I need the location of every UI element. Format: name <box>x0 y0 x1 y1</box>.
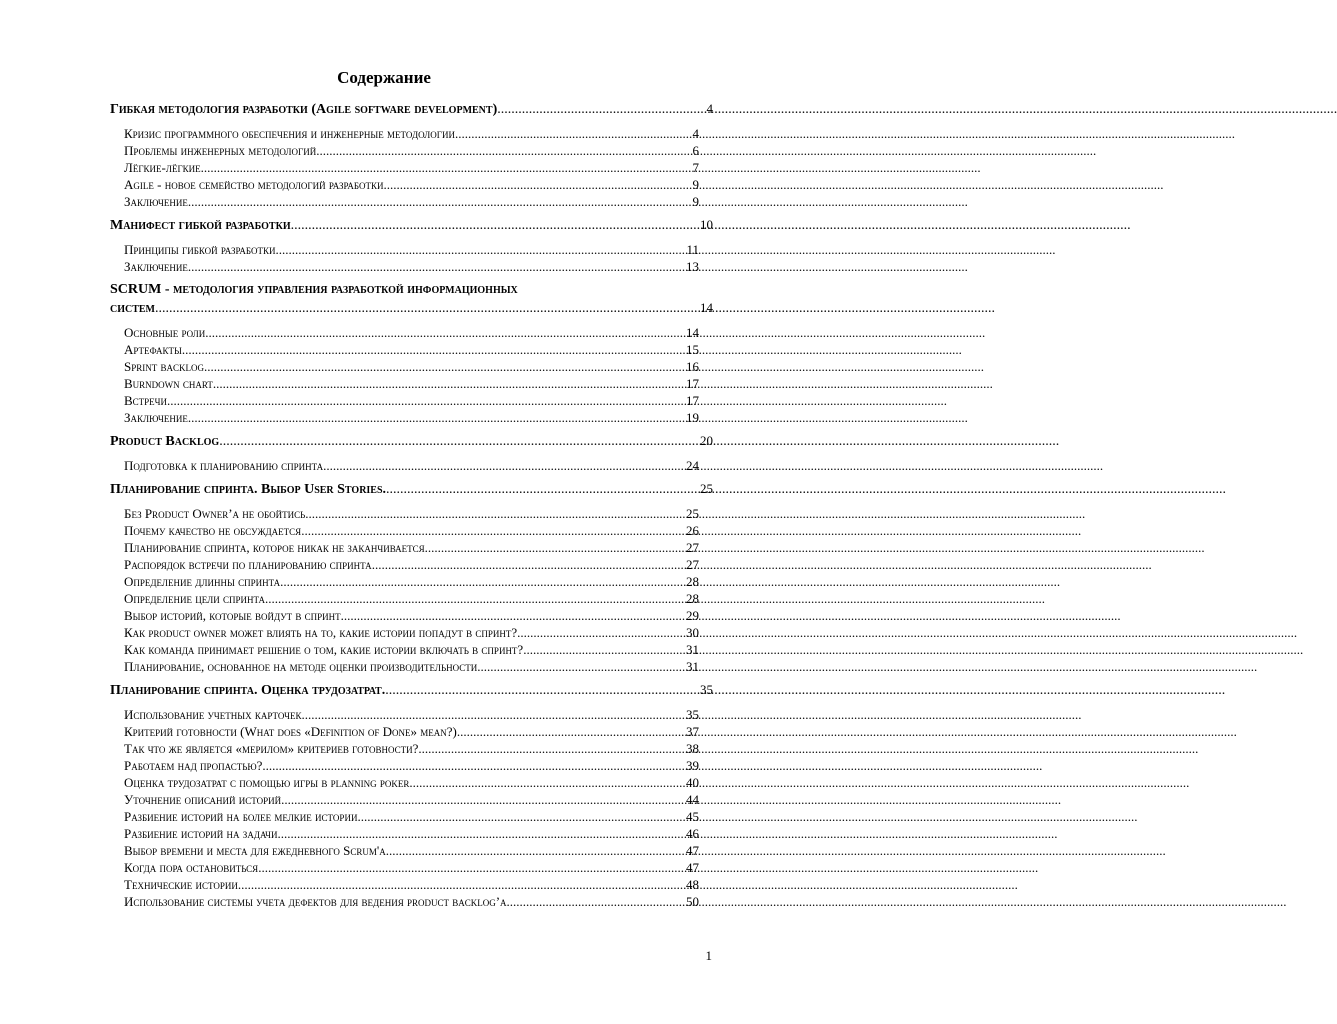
toc-entry-title: Лёгкие-лёгкие <box>124 160 201 175</box>
toc-entry-page: 11 <box>686 242 699 257</box>
toc-entry-page: 27 <box>686 557 699 572</box>
dot-leader <box>301 522 686 539</box>
toc-entry-page: 9 <box>692 194 699 209</box>
toc-heading[interactable] <box>110 480 713 499</box>
toc-entry-title: Подготовка к планированию спринта <box>124 458 324 473</box>
toc-entry-page: 15 <box>686 342 699 357</box>
dot-leader <box>258 859 686 876</box>
toc-entry-page: 31 <box>686 659 699 674</box>
toc-entry[interactable] <box>124 409 699 426</box>
toc-heading-title: Манифест гибкой разработки <box>110 218 291 233</box>
dot-leader <box>457 723 686 740</box>
toc-entry-title: Проблемы инженерных методологий <box>124 143 317 158</box>
dot-leader <box>497 101 706 119</box>
dot-leader <box>372 556 686 573</box>
dot-leader <box>291 217 700 235</box>
toc-entry[interactable] <box>124 723 699 740</box>
toc-entry-title: Почему качество не обсуждается <box>124 523 302 538</box>
toc-entry-page: 45 <box>686 809 699 824</box>
toc-entry-page: 46 <box>686 826 699 841</box>
toc-entry-title: Планирование спринта, которое никак не заканчивается <box>124 540 425 555</box>
toc-entry[interactable] <box>124 859 699 876</box>
toc-entry[interactable] <box>124 556 699 573</box>
toc-entry-title: Заключение <box>124 410 188 425</box>
toc-entry[interactable] <box>124 808 699 825</box>
toc-heading-page: 10 <box>700 217 713 232</box>
dot-leader <box>281 791 686 808</box>
toc-entry[interactable] <box>124 876 699 893</box>
toc-entry[interactable] <box>124 522 699 539</box>
toc-entry[interactable] <box>124 842 699 859</box>
toc-entry[interactable] <box>124 658 699 675</box>
toc-heading[interactable] <box>110 216 713 235</box>
toc-entry-title: Как команда принимает решение о том, какие истории включать в спринт? <box>124 642 524 657</box>
toc-entry-title: Распорядок встречи по планированию спринта <box>124 557 372 572</box>
toc-entry-title: Артефакты <box>124 342 182 357</box>
toc-entry-title: Разбиение историй на задачи <box>124 826 278 841</box>
toc-entry[interactable] <box>124 142 699 159</box>
toc-entry-title: Основные роли <box>124 325 206 340</box>
toc-heading-title: Планирование спринта. Выбор User Stories. <box>110 482 387 497</box>
toc-entry-title: Выбор времени и места для ежедневного Scrum'а <box>124 843 386 858</box>
toc-entry-title: Работаем над пропастью? <box>124 758 263 773</box>
dot-leader <box>357 808 686 825</box>
dot-leader <box>262 757 686 774</box>
toc-entry-title: Встречи <box>124 393 168 408</box>
toc-entry[interactable] <box>124 505 699 522</box>
toc-entry-title: Технические истории <box>124 877 238 892</box>
page-number: 1 <box>705 948 712 963</box>
toc-entry-page: 6 <box>692 143 699 158</box>
toc-entry[interactable] <box>124 740 699 757</box>
toc-entry[interactable] <box>124 341 699 358</box>
dot-leader <box>277 825 686 842</box>
dot-leader <box>425 539 686 556</box>
toc-heading-page: 14 <box>700 300 713 315</box>
toc-entry-title: Уточнение описаний историй <box>124 792 282 807</box>
dot-leader <box>341 607 686 624</box>
toc-entry[interactable] <box>124 607 699 624</box>
toc-heading-page: 4 <box>706 101 713 116</box>
dot-leader <box>182 341 686 358</box>
dot-leader <box>276 241 687 258</box>
toc-entry-title: Определение длинны спринта <box>124 574 281 589</box>
toc-entry-title: Как product owner может влиять на то, какие истории попадут в спринт? <box>124 625 518 640</box>
toc-entry[interactable] <box>124 176 699 193</box>
toc-entry[interactable] <box>124 241 699 258</box>
dot-leader <box>205 324 686 341</box>
toc-entry-page: 44 <box>686 792 699 807</box>
toc-entry-title: Так что же является «мерилом» критериев готовности? <box>124 741 419 756</box>
toc-entry-page: 9 <box>692 177 699 192</box>
dot-leader <box>385 682 700 700</box>
toc-entry-page: 26 <box>686 523 699 538</box>
toc-entry[interactable] <box>124 375 699 392</box>
toc-entry[interactable] <box>124 825 699 842</box>
toc-entry-page: 37 <box>686 724 699 739</box>
toc-entry-page: 13 <box>686 259 699 274</box>
toc-section <box>0 281 768 426</box>
toc-entry[interactable] <box>124 774 699 791</box>
dot-leader <box>523 641 686 658</box>
toc-entry-title: Выбор историй, которые войдут в спринт <box>124 608 341 623</box>
dot-leader <box>280 573 686 590</box>
toc-entry[interactable] <box>124 457 699 474</box>
dot-leader <box>188 193 693 210</box>
toc-entry[interactable] <box>124 324 699 341</box>
toc-entry-page: 17 <box>686 393 699 408</box>
toc-heading[interactable] <box>110 432 713 451</box>
toc-entry-page: 7 <box>692 160 699 175</box>
toc-section <box>0 681 768 910</box>
dot-leader <box>201 159 693 176</box>
toc-entry-page: 17 <box>686 376 699 391</box>
toc-section <box>0 480 768 675</box>
toc-entry-title: Использование учетных карточек <box>124 707 302 722</box>
toc-entry-page: 14 <box>686 325 699 340</box>
dot-leader <box>219 433 700 451</box>
toc-entry-page: 30 <box>686 625 699 640</box>
dot-leader <box>507 893 686 910</box>
toc-entry-page: 47 <box>686 860 699 875</box>
dot-leader <box>265 590 686 607</box>
toc-entry-page: 48 <box>686 877 699 892</box>
dot-leader <box>238 876 686 893</box>
toc-heading[interactable] <box>110 281 713 318</box>
dot-leader <box>204 358 686 375</box>
toc-entry[interactable] <box>124 590 699 607</box>
dot-leader <box>213 375 686 392</box>
toc-heading-title: Планирование спринта. Оценка трудозатрат. <box>110 683 386 698</box>
toc-heading-page: 35 <box>700 682 713 697</box>
dot-leader <box>386 842 686 859</box>
toc-entry-page: 4 <box>692 126 699 141</box>
dot-leader <box>188 258 686 275</box>
toc-entry-page: 27 <box>686 540 699 555</box>
dot-leader <box>386 481 700 499</box>
toc-entry[interactable] <box>124 358 699 375</box>
toc-entry[interactable] <box>124 706 699 723</box>
toc-entry-page: 28 <box>686 591 699 606</box>
toc-entry[interactable] <box>124 159 699 176</box>
toc-heading-page: 20 <box>700 433 713 448</box>
toc-heading-page: 25 <box>700 481 713 496</box>
dot-leader <box>316 142 692 159</box>
dot-leader <box>188 409 686 426</box>
toc-entry-page: 50 <box>686 894 699 909</box>
toc-entry-page: 28 <box>686 574 699 589</box>
page-title: Содержание <box>337 68 431 87</box>
toc-entry[interactable] <box>124 791 699 808</box>
toc-heading-title-line1: SCRUM - методология управления разработкой информационных <box>110 282 518 297</box>
toc-entry-title: Планирование, основанное на методе оценки производительности <box>124 659 478 674</box>
toc-heading[interactable] <box>110 681 713 700</box>
toc-entry-page: 39 <box>686 758 699 773</box>
toc-entry[interactable] <box>124 757 699 774</box>
dot-leader <box>384 176 693 193</box>
toc-section <box>0 432 768 474</box>
toc-entry[interactable] <box>124 641 699 658</box>
dot-leader <box>477 658 686 675</box>
toc-entry-page: 19 <box>686 410 699 425</box>
toc-entry-page: 38 <box>686 741 699 756</box>
table-of-contents <box>0 100 768 916</box>
toc-heading-title: Product Backlog <box>110 434 220 449</box>
dot-leader <box>155 300 700 318</box>
toc-entry-title: Определение цели спринта <box>124 591 266 606</box>
toc-entry-page: 16 <box>686 359 699 374</box>
toc-entry-title: Использование системы учета дефектов для ведения product backlog’а <box>124 894 507 909</box>
dot-leader <box>302 706 687 723</box>
toc-entry-title: Заключение <box>124 259 188 274</box>
toc-entry-title: Без Product Owner’а не обойтись <box>124 506 306 521</box>
dot-leader <box>418 740 686 757</box>
toc-heading-title-line2: систем <box>110 301 155 316</box>
toc-entry-page: 40 <box>686 775 699 790</box>
toc-entry-title: Принципы гибкой разработки <box>124 242 276 257</box>
toc-entry-page: 25 <box>686 506 699 521</box>
toc-entry-title: Sprint backlog <box>124 359 204 374</box>
toc-entry[interactable] <box>124 258 699 275</box>
toc-entry-title: Burndown chart <box>124 376 213 391</box>
dot-leader <box>517 624 686 641</box>
toc-entry-title: Критерий готовности (What does «Definition of Done» mean?) <box>124 724 457 739</box>
toc-entry[interactable] <box>124 392 699 409</box>
toc-entry[interactable] <box>124 539 699 556</box>
toc-entry[interactable] <box>124 893 699 910</box>
toc-entry-title: Разбиение историй на более мелкие истории <box>124 809 358 824</box>
toc-heading-title: Гибкая методология разработки (Agile software development) <box>110 102 498 117</box>
toc-entry[interactable] <box>124 193 699 210</box>
toc-entry-page: 24 <box>686 458 699 473</box>
toc-entry-title: Agile - новое семейство методологий разработки <box>124 177 384 192</box>
toc-entry[interactable] <box>124 125 699 142</box>
dot-leader <box>305 505 686 522</box>
dot-leader <box>167 392 686 409</box>
toc-section <box>0 100 768 210</box>
toc-entry-title: Оценка трудозатрат с помощью игры в planning poker <box>124 775 410 790</box>
toc-entry-page: 31 <box>686 642 699 657</box>
dot-leader <box>323 457 686 474</box>
dot-leader <box>409 774 686 791</box>
toc-entry[interactable] <box>124 624 699 641</box>
toc-entry-title: Заключение <box>124 194 188 209</box>
toc-heading[interactable] <box>110 100 713 119</box>
toc-entry[interactable] <box>124 573 699 590</box>
toc-entry-title: Кризис программного обеспечения и инженерные методологии <box>124 126 455 141</box>
dot-leader <box>455 125 693 142</box>
toc-section <box>0 216 768 275</box>
toc-entry-page: 35 <box>686 707 699 722</box>
toc-entry-page: 47 <box>686 843 699 858</box>
toc-entry-page: 29 <box>686 608 699 623</box>
toc-entry-title: Когда пора остановиться <box>124 860 259 875</box>
